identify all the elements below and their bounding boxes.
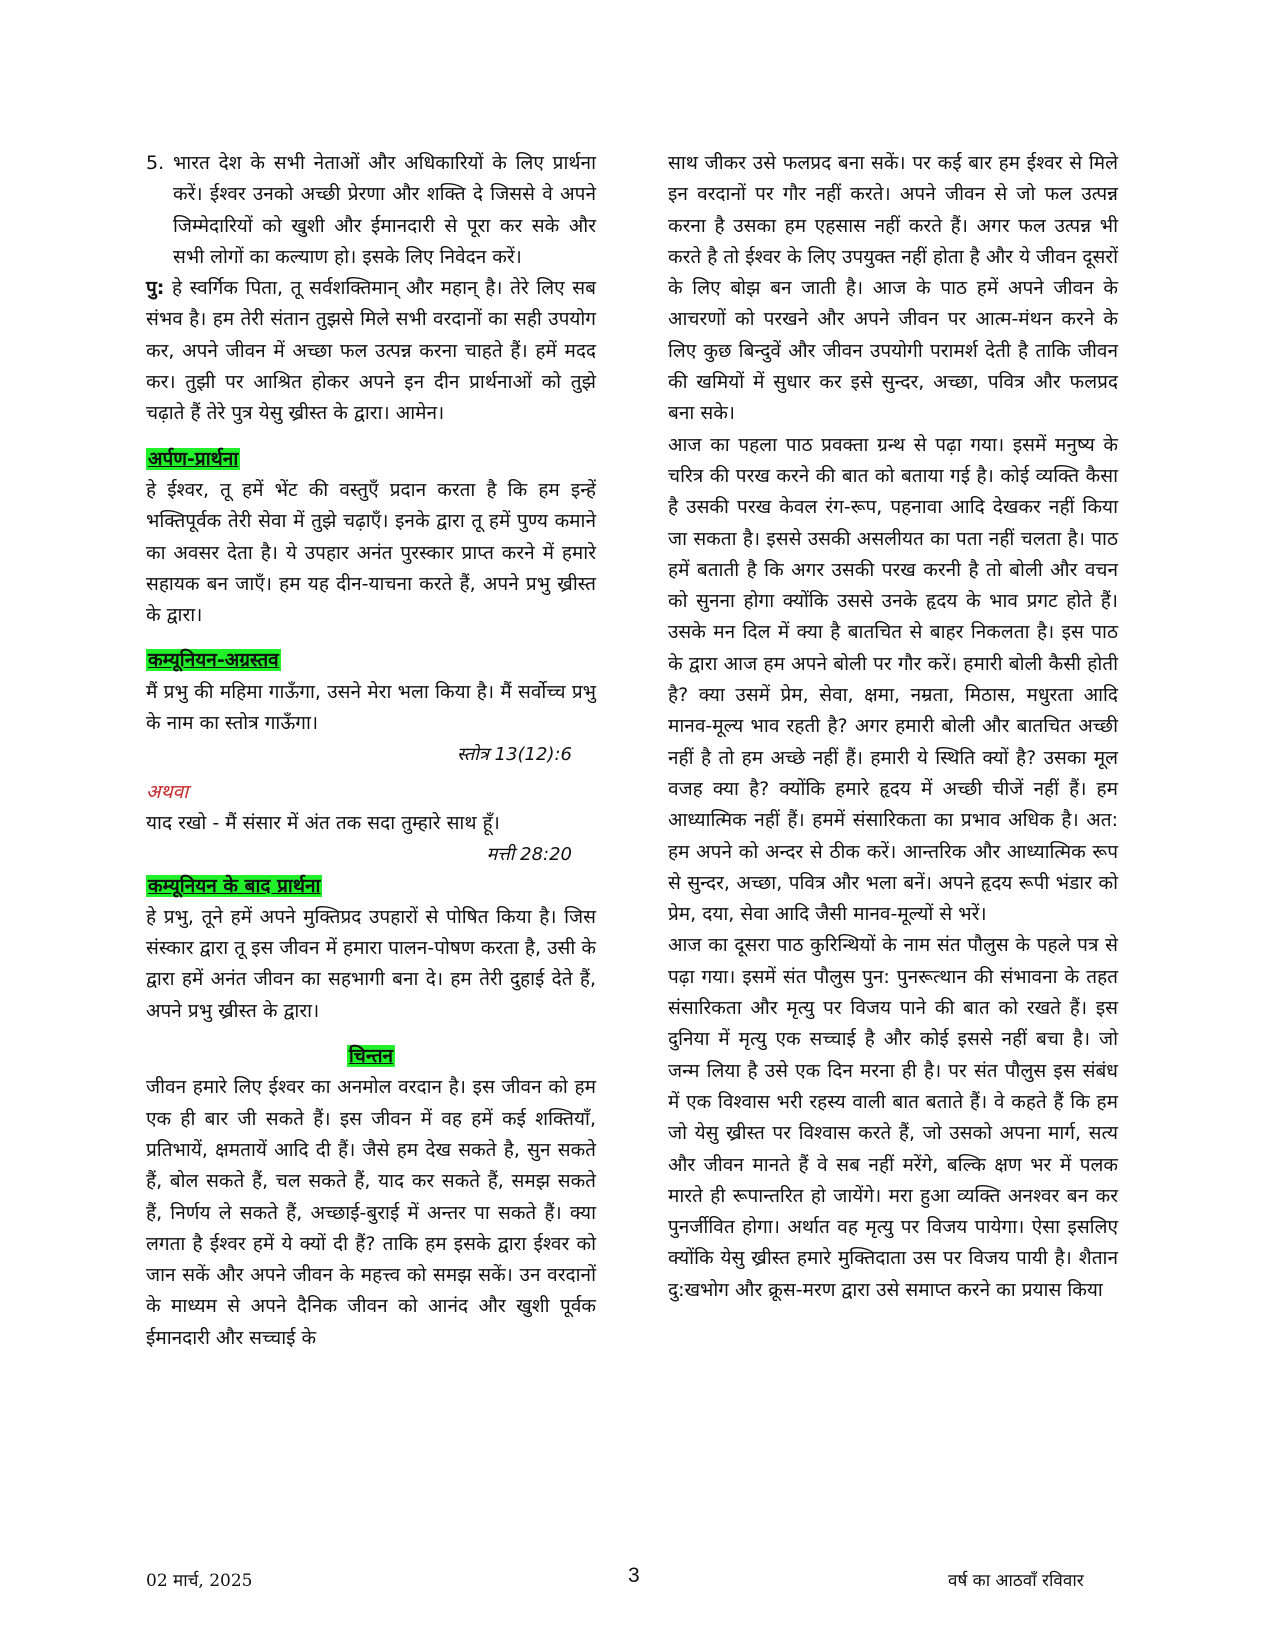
reflection-heading-row xyxy=(146,1041,596,1072)
alternative-antiphon-text: याद रखो - मैं संसार में अंत तक सदा तुम्हारे साथ हूँ। xyxy=(146,811,500,834)
reflection-heading: चिन्तन xyxy=(348,1045,394,1068)
communion-antiphon-heading: कम्यूनियन-अग्रस्तव xyxy=(148,649,279,672)
post-communion-heading: कम्यूनियन के बाद प्रार्थना xyxy=(148,874,321,897)
list-number: 5. xyxy=(146,152,165,174)
footer-title: वर्ष का आठवाँ रविवार xyxy=(948,1571,1084,1591)
offertory-text: हे ईश्वर, तू हमें भेंट की वस्तुएँ प्रदान करता है कि हम इन्हें भक्तिपूर्वक तेरी सेवा में तुझे चढ़ाएँ। इनके द्वारा तू हमें पुण्य कमाने का अवसर देता है। ये उपहार अनंत पुरस्कार प्राप्त करने में हमारे सहायक बन जाएँ। हम यह दीन-याचना करते हैं, अपने प्रभु ख्रीस्त के द्वारा। xyxy=(146,478,596,627)
communion-antiphon-heading-row xyxy=(146,645,596,676)
first-reading-paragraph: आज का पहला पाठ प्रवक्ता ग्रन्थ से पढ़ा गया। इसमें मनुष्य के चरित्र की परख करने की बात को बताया गई है। कोई व्यक्ति कैसा है उसकी परख केवल रंग-रूप, पहनावा आदि देखकर नहीं किया जा सकता है। इससे उसकी असलीयत का पता नहीं चलता है। पाठ हमें बताती है कि अगर उसकी परख करनी है तो बोली और वचन को सुनना होगा क्योंकि उससे उनके हृदय के भाव प्रगट होते हैं। उसके मन दिल में क्या है बातचित से बाहर निकलता है। इस पाठ के द्वारा आज हम अपने बोली पर गौर करें। हमारी बोली कैसी होती है? क्या उसमें प्रेम, सेवा, क्षमा, नम्रता, मिठास, मधुरता आदि मानव-मूल्य भाव रहती है? अगर हमारी बोली और बातचित अच्छी नहीं है तो हम अच्छे नहीं हैं। हमारी ये स्थिति क्यों है? उसका मूल वजह क्या है? क्योंकि हमारे हृदय में अच्छी चीजें नहीं हैं। हम आध्यात्मिक नहीं हैं। हममें संसारिकता का प्रभाव अधिक है। अत: हम अपने को अन्दर से ठीक करें। आन्तरिक और आध्यात्मिक रूप से सुन्दर, अच्छा, पवित्र और भला बनें। अपने हृदय रूपी भंडार को प्रेम, दया, सेवा आदि जैसी मानव-मूल्यों से भरें। xyxy=(668,433,1118,926)
post-communion-heading-row xyxy=(146,871,596,902)
second-reading-paragraph: आज का दूसरा पाठ कुरिन्थियों के नाम संत पौलुस के पहले पत्र से पढ़ा गया। इसमें संत पौलुस पुन: पुनरूत्थान की संभावना के तहत संसारिकता और मृत्यु पर विजय पाने की बात को रखते हैं। इस दुनिया में मृत्यु एक सच्चाई है और कोई इससे नहीं बचा है। जो जन्म लिया है उसे एक दिन मरना ही है। पर संत पौलुस इस संबंध में एक विश्वास भरी रहस्य वाली बात बताते हैं। वे कहते हैं कि हम जो येसु ख्रीस्त पर विश्वास करते हैं, जो उसको अपना मार्ग, सत्य और जीवन मानते हैं वे सब नहीं मरेंगे, बल्कि क्षण भर में पलक मारते ही रूपान्तरित हो जायेंगे। मरा हुआ व्यक्ति अनश्वर बन कर पुनर्जीवित होगा। अर्थात वह मृत्यु पर विजय पायेगा। ऐसा इसलिए क्योंकि येसु ख्रीस्त हमारे मुक्तिदाता उस पर विजय पायी है। शैतान दु:खभोग और क्रूस-मरण द्वारा उसे समाप्त करने का प्रयास किया xyxy=(668,934,1118,1301)
alternative-antiphon-citation: मत्ती 28:20 xyxy=(486,844,572,866)
offertory-heading-row xyxy=(146,444,596,475)
communion-antiphon-citation: स्तोत्र 13(12):6 xyxy=(457,744,572,766)
reflection-text: जीवन हमारे लिए ईश्वर का अनमोल वरदान है। इस जीवन को हम एक ही बार जी सकते हैं। इस जीवन में वह हमें कई शक्तियाँ, प्रतिभायें, क्षमतायें आदि दी हैं। जैसे हम देख सकते है, सुन सकते हैं, बोल सकते हैं, चल सकते हैं, याद कर सकते हैं, समझ सकते हैं, निर्णय ले सकते हैं, अच्छाई-बुराई में अन्तर पा सकते हैं। क्या लगता है ईश्वर हमें ये क्यों दी हैं? ताकि हम इसके द्वारा ईश्वर को जान सकें और अपने जीवन के महत्त्व को समझ सकें। उन वरदानों के माध्यम से अपने दैनिक जीवन को आनंद और खुशी पूर्वक ईमानदारी और सच्चाई के xyxy=(146,1076,596,1349)
reflection-paragraph: साथ जीकर उसे फलप्रद बना सकें। पर कई बार हम ईश्वर से मिले इन वरदानों पर गौर नहीं करते। अपने जीवन से जो फल उत्पन्न करना है उसका हम एहसास नहीं करते हैं। अगर फल उत्पन्न भी करते है तो ईश्वर के लिए उपयुक्त नहीं होता है और ये जीवन दूसरों के लिए बोझ बन जाती है। आज के पाठ हमें अपने जीवन के आचरणों को परखने और अपने जीवन पर आत्म-मंथन करने के लिए कुछ बिन्दुवें और जीवन उपयोगी परामर्श देती है ताकि जीवन की खमियों में सुधार कर इसे सुन्दर, अच्छा, पवित्र और फलप्रद बना सके। xyxy=(668,152,1118,425)
left-column xyxy=(146,148,596,1354)
footer-date: 02 मार्च, 2025 xyxy=(146,1571,253,1591)
prayer-intention-5 xyxy=(146,148,596,273)
post-communion-text: हे प्रभु, तूने हमें अपने मुक्तिप्रद उपहारों से पोषित किया है। जिस संस्कार द्वारा तू इस जीवन में हमारा पालन-पोषण करता है, उसी के द्वारा हमें अनंत जीवन का सहभागी बना दे। हम तेरी दुहाई देते हैं, अपने प्रभु ख्रीस्त के द्वारा। xyxy=(146,905,596,1022)
communion-antiphon-text: मैं प्रभु की महिमा गाऊँगा, उसने मेरा भला किया है। मैं सर्वोच्च प्रभु के नाम का स्तोत्र गाऊँगा। xyxy=(146,680,596,735)
alternative-label: अथवा xyxy=(146,780,189,803)
closing-prayer xyxy=(146,273,596,429)
list-item-text: भारत देश के सभी नेताओं और अधिकारियों के लिए प्रार्थना करें। ईश्वर उनको अच्छी प्रेरणा और शक्ति दे जिससे वे अपने जिम्मेदारियों को खुशी और ईमानदारी से पूरा कर सके और सभी लोगों का कल्याण हो। इसके लिए निवेदन करें। xyxy=(172,152,597,268)
page-number: 3 xyxy=(628,1564,640,1587)
right-column xyxy=(668,148,1118,1306)
offertory-heading: अर्पण-प्रार्थना xyxy=(148,447,239,470)
speaker-label: पु: xyxy=(146,277,165,300)
closing-prayer-text: हे स्वर्गिक पिता, तू सर्वशक्तिमान् और महान् है। तेरे लिए सब संभव है। हम तेरी संतान तुझसे मिले सभी वरदानों का सही उपयोग कर, अपने जीवन में अच्छा फल उत्पन्न करना चाहते हैं। हमें मदद कर। तुझी पर आश्रित होकर अपने इन दीन प्रार्थनाओं को तुझे चढ़ाते हैं तेरे पुत्र येसु ख्रीस्त के द्वारा। आमेन। xyxy=(146,277,596,425)
